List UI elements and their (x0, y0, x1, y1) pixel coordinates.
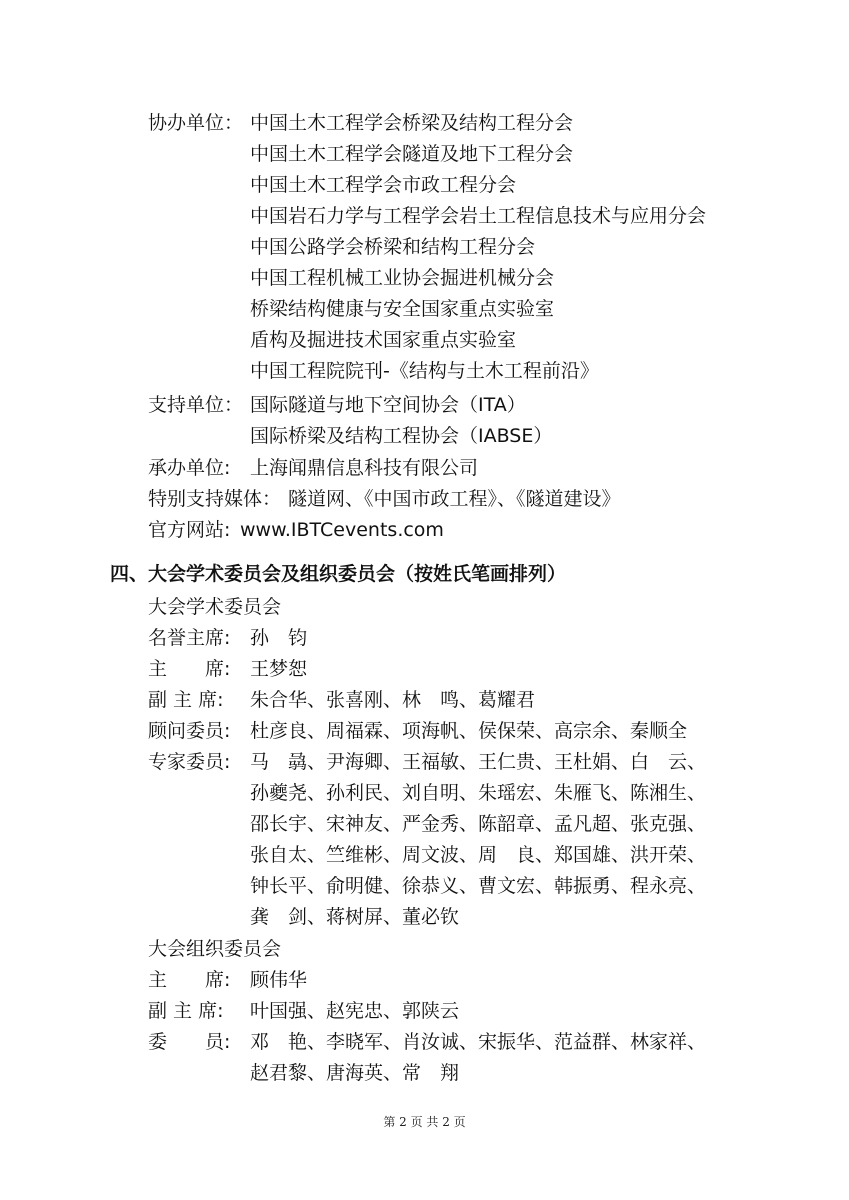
members-line: 邓 艳、李晓军、肖汝诚、宋振华、范益群、林家祥、 (250, 1031, 707, 1053)
media-value: 隧道网、《中国市政工程》、《隧道建设》 (288, 488, 621, 510)
co-organizer-item: 中国岩石力学与工程学会岩土工程信息技术与应用分会 (250, 205, 707, 227)
advisors-value: 杜彦良、周福霖、项海帆、侯保荣、高宗余、秦顺全 (250, 720, 688, 742)
supporter-item: 国际隧道与地下空间协会（ITA） (250, 394, 526, 416)
page-number: 第 2 页 共 2 页 (383, 1115, 466, 1129)
experts-line: 孙夔尧、孙利民、刘自明、朱瑶宏、朱雁飞、陈湘生、 (250, 782, 707, 804)
website-value: www.IBTCevents.com (240, 519, 444, 541)
host-label: 承办单位: (148, 457, 231, 479)
organizing-vice-chair-label: 副 主 席: (148, 1000, 224, 1022)
members-line: 赵君黎、唐海英、常 翔 (250, 1062, 460, 1084)
academic-chair-label: 主 席: (148, 658, 231, 680)
supporters-label: 支持单位： (148, 394, 244, 416)
co-organizer-item: 盾构及掘进技术国家重点实验室 (250, 329, 517, 351)
academic-vice-chair-value: 朱合华、张喜刚、林 鸣、葛耀君 (250, 689, 536, 711)
experts-line: 邵长宇、宋神友、严金秀、陈韶章、孟凡超、张克强、 (250, 813, 707, 835)
advisors-label: 顾问委员: (148, 720, 231, 742)
organizing-chair-value: 顾伟华 (250, 969, 308, 991)
co-organizer-item: 中国工程机械工业协会掘进机械分会 (250, 267, 555, 289)
academic-committee-title: 大会学术委员会 (148, 596, 282, 618)
honorary-chair-label: 名誉主席: (148, 627, 231, 649)
supporter-item: 国际桥梁及结构工程协会（IABSE） (250, 425, 553, 447)
co-organizer-item: 中国土木工程学会桥梁及结构工程分会 (250, 112, 574, 134)
co-organizer-item: 中国土木工程学会隧道及地下工程分会 (250, 143, 574, 165)
academic-vice-chair-label: 副 主 席: (148, 689, 224, 711)
honorary-chair-value: 孙 钧 (250, 627, 308, 649)
co-organizer-item: 中国工程院院刊-《结构与土木工程前沿》 (250, 360, 599, 382)
co-organizer-item: 桥梁结构健康与安全国家重点实验室 (250, 298, 555, 320)
organizing-chair-label: 主 席: (148, 969, 231, 991)
academic-chair-value: 王梦恕 (250, 658, 308, 680)
section-heading: 四、大会学术委员会及组织委员会（按姓氏笔画排列） (110, 563, 567, 585)
co-organizer-item: 中国土木工程学会市政工程分会 (250, 174, 517, 196)
website-label: 官方网站: (148, 519, 231, 541)
experts-line: 龚 剑、蒋树屏、董必钦 (250, 906, 460, 928)
experts-label: 专家委员: (148, 751, 231, 773)
media-label: 特别支持媒体： (148, 488, 282, 510)
members-label: 委 员: (148, 1031, 231, 1053)
co-organizer-item: 中国公路学会桥梁和结构工程分会 (250, 236, 536, 258)
organizing-committee-title: 大会组织委员会 (148, 938, 282, 960)
co-organizers-label: 协办单位： (148, 112, 244, 134)
host-value: 上海闻鼎信息科技有限公司 (250, 457, 479, 479)
organizing-vice-chair-value: 叶国强、赵宪忠、郭陕云 (250, 1000, 460, 1022)
experts-line: 张自太、竺维彬、周文波、周 良、郑国雄、洪开荣、 (250, 844, 707, 866)
experts-line: 马 骉、尹海卿、王福敏、王仁贵、王杜娟、白 云、 (250, 751, 707, 773)
experts-line: 钟长平、俞明健、徐恭义、曹文宏、韩振勇、程永亮、 (250, 875, 707, 897)
